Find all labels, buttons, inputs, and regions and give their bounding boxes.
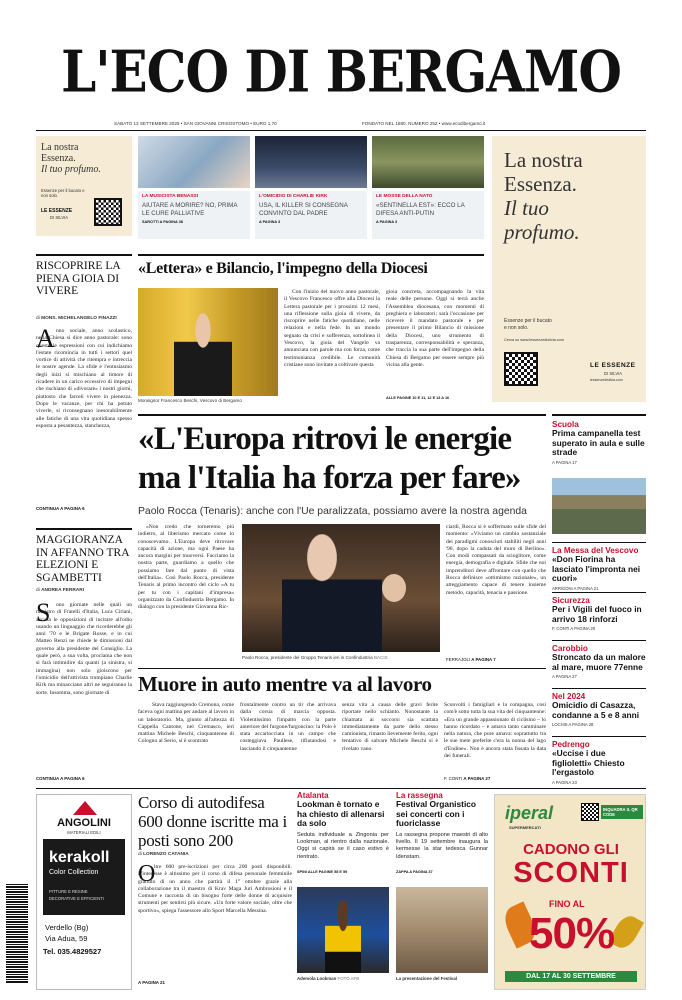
- bishop-figure: [174, 312, 232, 396]
- byline-prefix: di: [138, 852, 142, 857]
- ad-brand-sub: SUPERMERCATI: [509, 825, 541, 830]
- sidebar-kicker: Pedrengo: [552, 740, 590, 749]
- muore-ref[interactable]: [444, 776, 490, 781]
- ad-line: PITTURE E RESINE: [49, 889, 88, 894]
- main-headline-line1: «L'Europa ritrovi le energie: [138, 421, 512, 457]
- ad-small: Essenze per il bucato e non solo.: [41, 188, 85, 198]
- sidebar-item-scuola[interactable]: [552, 420, 646, 465]
- editorial-byline: [36, 588, 84, 593]
- editorial-text: nno sociale, anno scolastico, nella Chiesa si dice anno pastorale: sono queste le espressioni con cui indichiamo l'estate ricomincia in tutti i settori quel vortice di attività che ritempra e intreccia le nostre agende. La sfide e l'entusiasmo degli inizi si mischiano al timore di ricadere in un carico eccessivo di impegni che rischiano di «divorare» i nostri giorni, piuttosto che farceli vivere in pienezza. Dopo le vacanze, per chi ha potuto viverle, si riconsegnano inesorabilmente alle fatiche di una vita quotidiana spesso esposta a pesantezza, stanchezza,: [36, 328, 132, 429]
- ad-line: La nostra: [41, 142, 79, 153]
- diocesi-rule: [138, 254, 484, 256]
- atalanta-ref: SPINI ALLE PAGINE 58 E 59: [297, 869, 348, 874]
- ad-address: Via Adua, 59: [45, 934, 88, 943]
- ad-small: Essenze per il bucato: [504, 318, 552, 324]
- main-ref[interactable]: [446, 657, 496, 662]
- editorial-byline: [36, 316, 117, 321]
- ad-city: Verdello (Bg): [45, 923, 89, 932]
- main-text-col1: «Non credo che torneremo più indietro, al liberismo mercato come lo conoscevamo. L'Europa deve ritrovare capacità di azione, ma ogni Paese ha ancora margini per muoversi. Facciamo la nostra parte, guardiamo a quello che possiamo fare dal punto di vista dell'Italia». Così Paolo Rocca, presidente Tenaris al primo incontro del ciclo «A tu per tu con i capitani d'impresa» organizzato da Confindustria Bergamo. In dialogo con la presidente Giovanna Ric-: [138, 524, 234, 611]
- ad-essenze-large[interactable]: [492, 136, 646, 402]
- masthead-rule: [36, 130, 646, 131]
- ad-dates: DAL 17 AL 30 SETTEMBRE: [505, 971, 637, 982]
- muore-ref-text: A PAGINA 27: [463, 776, 491, 781]
- autodifesa-text: ltre 600 pre-iscrizioni per circa 200 posti disponibili. L'interesse è altissimo per il corso di difesa personale femminile gratuito di un anno che partirà il 1° ottobre grazie alla collaborazione tra il maestro di Krav Maga Juri Ambrosioni e il Comune e racconta di un bisogno forte delle donne di acquisire strumenti per sentirsi più sicure. «Un forte valore sociale, oltre che sportivo», spiega l'assessore allo Sport Marcella Messina.: [138, 864, 292, 914]
- teaser-3[interactable]: [372, 191, 484, 239]
- byline-prefix: di: [36, 316, 40, 321]
- dropcap: O: [138, 861, 156, 887]
- autodifesa-headline: Corso di autodifesa 600 donne iscritte ma i posti sono 200: [138, 793, 287, 850]
- sidebar-headline: «Don Fiorina ha lasciato l'impronta nei cuori»: [552, 554, 641, 584]
- teaser-photo-2: [255, 136, 367, 188]
- ad-fino: FINO AL: [549, 899, 585, 909]
- kerakoll-brand: kerakoll: [49, 849, 110, 866]
- ad-small: e non solo.: [504, 325, 529, 331]
- rassegna-ref: ZAPPA A PAGINA 37: [396, 869, 433, 874]
- diocesi-caption: Monsignor Francesco Beschi, Vescovo di Bergamo: [138, 398, 242, 403]
- teaser-kicker: LA MUSICISTA BENASSI: [142, 194, 199, 199]
- qr-label: INQUADRA IL QR CODE: [601, 805, 643, 819]
- muore-rule: [138, 668, 546, 669]
- diocesi-text-col1: Con l'inizio del nuovo anno pastorale, il Vescovo Francesco offre alla Diocesi la Lettera pastorale per i prossimi 12 mesi, una riflessione sulla gioia di vivere, da riscoprire nelle fatiche quotidiane, nelle relazioni e nella fede. In un mondo segnato da crisi e sofferenza, sottolinea il Vescovo, la gioia del Vangelo va annunciata con parole ma con forza, come testimonianza credibile. Le comunità cristiane sono invitate a coltivare questa: [284, 289, 380, 368]
- main-subhead: Paolo Rocca (Tenaris): anche con l'Ue paralizzata, possiamo avere la nostra agenda: [138, 506, 527, 517]
- teaser-ref: A PAGINA 3: [259, 220, 281, 225]
- sidebar-kicker: Scuola: [552, 420, 579, 429]
- main-rule: [138, 414, 546, 416]
- ad-sub: MATERIALI EDILI: [67, 830, 101, 835]
- teaser-1[interactable]: [138, 191, 250, 239]
- masthead-title: L'ECO DI BERGAMO: [61, 37, 621, 106]
- byline-name: ANDREA FERRARI: [41, 588, 85, 593]
- diocesi-photo: [138, 288, 278, 396]
- muore-byline: F. CONTI: [444, 776, 463, 781]
- kerakoll-sub: Color Collection: [49, 869, 99, 876]
- dropcap: S: [36, 598, 51, 627]
- teaser-2[interactable]: [255, 191, 367, 239]
- editorial-title: MAGGIORANZA IN AFFANNO TRA ELEZIONI E SGAMBETTI: [36, 534, 129, 584]
- editorial-title: RISCOPRIRE LA PIENA GIOIA DI VIVERE: [36, 260, 121, 297]
- sidebar-ref: LOCHIS A PAGINA 28: [552, 722, 594, 728]
- ad-brand-sub: DI SILVIA: [604, 371, 623, 376]
- qr-code-icon: [581, 803, 599, 821]
- ad-brand: iperal: [505, 803, 554, 823]
- rocca-hand: [382, 574, 406, 602]
- sidebar-item-sicurezza[interactable]: [552, 596, 646, 631]
- sidebar-divider: [552, 736, 646, 737]
- editorial-text: ono giornate nelle quali un ministro di Fratelli d'Italia, Luca Ciriani, accusa le opposizioni di incitare all'odio usando un linguaggio che ricorderebbe gli anni '70 e le Brigate Rosse, e in cui Matteo Renzi ne chiede le dimissioni dal governo alla presidente del Consiglio. La quale però, a sua volta, proclama che non si farà intimidire da quanti (a sinistra, si immagina) non solo gioiscono per l'omicidio dell'attivista trumpiano Charlie Kirk ma minacciano altri ne seguiranno la sorte. Insomma, sono giornate di: [36, 602, 132, 696]
- byline-name: LORENZO CATANIA: [143, 852, 189, 857]
- atalanta-caption: [297, 976, 359, 981]
- sidebar-divider: [552, 542, 646, 543]
- editorial-2[interactable]: [36, 528, 132, 790]
- teaser-kicker: LE MOSSE DELLA NATO: [376, 194, 433, 199]
- main-photo: [242, 524, 440, 652]
- editorial-1[interactable]: [36, 254, 132, 516]
- main-byline: FERRAJOLI: [446, 657, 471, 662]
- sidebar-item-carobbio[interactable]: [552, 644, 646, 679]
- rassegna-caption: La presentazione del Festival: [396, 976, 458, 981]
- bottom-rule: [36, 788, 646, 789]
- ad-small: Cerca su www.lessenzedisilvia.com: [504, 338, 564, 342]
- main-text-col2: ciardi, Rocca si è soffermato sulle sfide del momento: «Viviamo un cambio sostanziale dei paradigmi conosciuti stabiliti negli anni '90, dopo la caduta del muro di Berlino». Con modi compassati da scioglitore, come energia, demografia e digitale. Sfide che noi imprenditori deve affrontare con quello che Rocca definisce «ottimismo razionale», un atteggiamento capace di tenere insieme metodo, capacità, tenacia e passione.: [446, 524, 546, 596]
- rassegna-photo: [396, 887, 488, 973]
- teaser-kicker: L'OMICIDIO DI CHARLIE KIRK: [259, 194, 328, 199]
- sidebar-divider: [552, 640, 646, 641]
- main-ref-text: A PAGINA 7: [471, 657, 496, 662]
- sidebar-photo: [552, 478, 646, 534]
- teaser-text: «SENTINELLA EST»: ECCO LA DIFESA ANTI-PUTIN: [376, 202, 465, 217]
- sidebar-headline: «Uccise i due figlioletti» Chiesto l'ergastolo: [552, 748, 625, 778]
- sidebar: [552, 414, 646, 784]
- muore-text-col2: frontalmente contro un tir che arrivava dalla corsia di marcia opposta. Violentissimo l'impatto con la parte anteriore del furgone/furgoncino: la Polo è stata accartocciata in un campo che costeggiava Paullese, rifiutandosi e lasciando il cinquantenne: [240, 702, 336, 752]
- ad-line: La nostra: [504, 148, 583, 172]
- ad-line: Essenza.: [41, 153, 76, 164]
- ad-brand: ANGOLINI: [57, 817, 111, 829]
- teaser-ref: A PAGINA 3: [376, 220, 398, 225]
- teaser-photo-1: [138, 136, 250, 188]
- sidebar-divider: [552, 688, 646, 689]
- barcode-icon: [6, 884, 28, 984]
- teaser-photo-3: [372, 136, 484, 188]
- ad-angolini[interactable]: [36, 794, 132, 990]
- atalanta-text: Seduta individuale a Zingonia per Lookman, al rientro dalla nazionale. Oggi si capirà se il caso estivo è rientrato.: [297, 831, 389, 860]
- sidebar-headline: Per i Vigili del fuoco in arrivo 18 rinforzi: [552, 604, 642, 624]
- caption-credit: BACIS: [373, 655, 388, 660]
- sidebar-kicker: Carobbio: [552, 644, 588, 653]
- muore-text-col3: senza vita a causa delle gravi ferite riportate nello schianto. Nonostante la chiamata ai soccorsi sia scattata immediatamente da parte dello stesso camionista, rimasto lievemente ferito, ogni tentativo di salvare Michele Beschi si è rivelato vano.: [342, 702, 438, 752]
- atalanta-kicker: Atalanta: [297, 791, 329, 800]
- ad-brand: LE ESSENZE: [41, 208, 73, 214]
- founded-line: FONDATO NEL 1880. NUMERO 252 • www.ecodibergamo.it: [362, 121, 486, 126]
- ad-brand: LE ESSENZE: [590, 362, 636, 369]
- sidebar-kicker: Nel 2024: [552, 692, 586, 701]
- ad-essenze-small[interactable]: [36, 136, 132, 236]
- sidebar-item-nel2024[interactable]: [552, 692, 646, 727]
- sidebar-headline: Stroncato da un malore al mare, muore 77enne: [552, 652, 646, 672]
- house-icon: [73, 801, 97, 815]
- rassegna-box[interactable]: [396, 791, 488, 991]
- teaser-text: AIUTARE A MORIRE? NO, PRIMA LE CURE PALLIATIVE: [142, 202, 238, 217]
- ad-iperal[interactable]: [494, 794, 646, 990]
- sidebar-ref: ARRIGONI A PAGINA 21: [552, 585, 599, 591]
- qr-code-icon: [94, 198, 122, 226]
- byline-prefix: di: [36, 588, 40, 593]
- main-headline-line2: ma l'Italia ha forza per fare»: [138, 460, 521, 496]
- player-figure: [325, 901, 361, 973]
- muore-headline: Muore in auto mentre va al lavoro: [138, 672, 432, 696]
- sidebar-headline: Prima campanella test superato in aula e sulle strade: [552, 428, 645, 458]
- sidebar-item-messa[interactable]: [552, 546, 646, 591]
- rocca-figure: [282, 534, 382, 652]
- caption-text: Ademola Lookman: [297, 976, 337, 981]
- sidebar-ref: F. CONTI A PAGINA 20: [552, 626, 596, 632]
- diocesi-ref[interactable]: ALLE PAGINE 10 E 11, 12 E 13 A 16: [386, 396, 450, 400]
- continue-ref[interactable]: CONTINUA A PAGINA 6: [36, 776, 85, 781]
- atalanta-box[interactable]: [297, 791, 389, 991]
- atalanta-headline: Lookman è tornato e ha chiesto di allenarsi da solo: [297, 799, 385, 829]
- ad-line: DECORATIVE E EFFICIENTI: [49, 896, 104, 901]
- editorial-rule: [36, 528, 132, 530]
- diocesi-text-col2: gioia concreta, accompagnando la vita reale delle persone. Oggi si terrà anche l'Assemblea diocesana, con momenti di preghiera e laboratori; sarà l'occasione per ricevere il mandato pastorale e per presentare il primo Bilancio di missione della Diocesi, uno strumento di trasparenza, corresponsabilità e speranza, che traccia la sua parte dell'impegno della Chiesa di Bergamo per essere sempre più vicina alla gente.: [386, 289, 484, 368]
- sidebar-headline: Omicidio di Casazza, condanne a 5 e 8 anni: [552, 700, 640, 720]
- sidebar-ref: A PAGINA 17: [552, 459, 577, 465]
- dropcap: A: [36, 324, 55, 353]
- ad-line: Il tuo: [504, 196, 549, 220]
- ad-line: Essenza.: [504, 172, 577, 196]
- muore-text-col4: Sconvolti i famigliari e la compagna, così com'è sotto tutta la sua vita del cinquantenne: «Era un grande appassionato di ciclismo – lo hanno ricordato – e amava tanto camminare nella natura, che pure amava: soprattutto tra le sue mete preferite c'era la nonna del lago d'Endine». Non è ancora stata fissata la data dei funerali.: [444, 702, 546, 760]
- sidebar-ref: A PAGINA 23: [552, 779, 577, 785]
- sidebar-kicker: Sicurezza: [552, 596, 590, 605]
- muore-text-col1: Stava raggiungendo Cremona, come faceva ogni mattina per andare al lavoro in un laboratorio. Ma, giunto all'altezza di Cappella Cantone, nel Cremasco, ieri mattina Michele Beschi, cinquantenne di Cologno al Serio, si è scontrato: [138, 702, 234, 745]
- date-line: SABATO 13 SETTEMBRE 2025 • SAN GIOVANNI CRISOSTOMO • EURO 1,70: [114, 121, 277, 126]
- ad-line: profumo.: [504, 220, 580, 244]
- sidebar-rule: [552, 414, 646, 416]
- sidebar-ref: A PAGINA 27: [552, 674, 577, 680]
- atalanta-photo: [297, 887, 389, 973]
- qr-code-icon: [504, 352, 538, 386]
- ad-phone: Tel. 035.4829527: [43, 947, 102, 956]
- autodifesa-byline: [138, 852, 189, 857]
- ad-line: Il tuo profumo.: [41, 164, 101, 175]
- rassegna-headline: Festival Organistico sei concerti con i fuoriclasse: [396, 799, 477, 829]
- caption-text: Paolo Rocca, presidente del Gruppo Tenaris ieri in Confindustria: [242, 655, 373, 660]
- teaser-ref: SAROTTI A PAGINA 38: [142, 220, 183, 225]
- continue-ref[interactable]: CONTINUA A PAGINA 6: [36, 506, 85, 511]
- ad-brand-url: lessenzedisilvia.com: [590, 378, 623, 382]
- main-caption: [242, 655, 388, 660]
- ad-percent: 50%: [529, 909, 615, 958]
- byline-name: MONS. MICHELANGELO FINAZZI: [41, 316, 117, 321]
- sidebar-divider: [552, 592, 646, 593]
- autodifesa-ref[interactable]: A PAGINA 21: [138, 980, 165, 985]
- kerakoll-box: [43, 839, 125, 915]
- ad-line: CADONO GLI: [523, 841, 619, 858]
- ad-line: SCONTI: [513, 857, 629, 889]
- caption-credit: FOTO AFB: [337, 976, 360, 981]
- sidebar-item-pedrengo[interactable]: [552, 740, 646, 785]
- ad-brand-sub: DI SILVIA: [50, 215, 69, 220]
- sidebar-kicker: La Messa del Vescovo: [552, 546, 639, 555]
- diocesi-headline: «Lettera» e Bilancio, l'impegno della Diocesi: [138, 260, 428, 277]
- rassegna-text: La rassegna propone maestri di alto livello. Il 19 settembre inaugura la kermesse la star tedesca Gunnar Idenstam.: [396, 831, 488, 860]
- editorial-rule: [36, 254, 132, 256]
- rassegna-kicker: La rassegna: [396, 791, 443, 800]
- teaser-text: USA, IL KILLER SI CONSEGNA CONVINTO DAL PADRE: [259, 202, 348, 217]
